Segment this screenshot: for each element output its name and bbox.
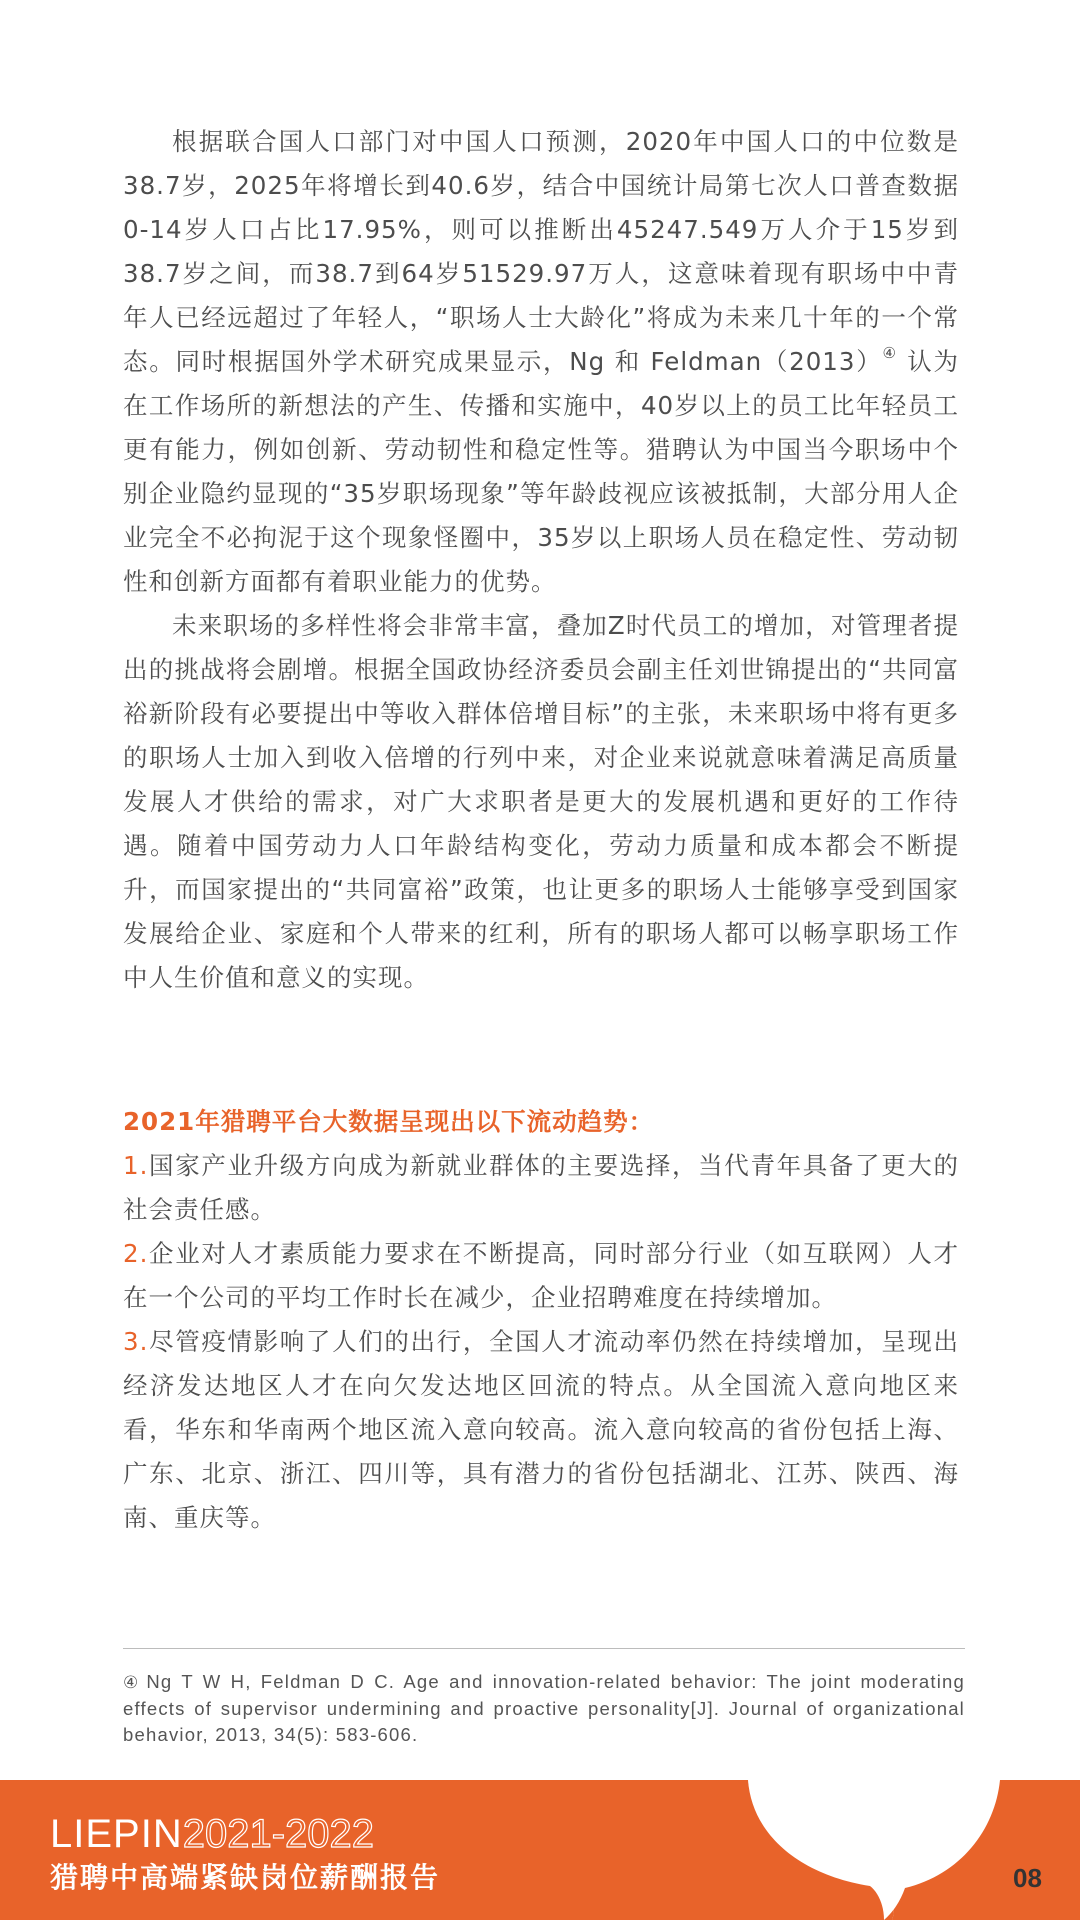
trend-number: 3. (123, 1327, 149, 1356)
paragraph-future-workplace: 未来职场的多样性将会非常丰富，叠加Z时代员工的增加，对管理者提出的挑战将会剧增。根据全国政协经济委员会副主任刘世锦提出的“共同富裕新阶段有必要提出中等收入群体倍增目标”的主张，未来职场中将有更多的职场人士加入到收入倍增的行列中来，对企业来说就意味着满足高质量发展人才供给的需求，对广大求职者是更大的发展机遇和更好的工作待遇。随着中国劳动力人口年龄结构变化，劳动力质量和成本都会不断提升，而国家提出的“共同富裕”政策，也让更多的职场人士能够享受到国家发展给企业、家庭和个人带来的红利，所有的职场人都可以畅享职场工作中人生价值和意义的实现。 (123, 611, 959, 992)
footnote-text: Ng T W H, Feldman D C. Age and innovation-related behavior: The joint moderating effects of supervisor undermining and proactive personality[J]. Journal of organizational behavior, 2013, 34(5): 583-606. (123, 1671, 965, 1745)
paragraph-population-part2: 认为在工作场所的新想法的产生、传播和实施中，40岁以上的员工比年轻员工更有能力，例如创新、劳动韧性和稳定性等。猎聘认为中国当今职场中个别企业隐约显现的“35岁职场现象”等年龄歧视应该被抵制，大部分用人企业完全不必拘泥于这个现象怪圈中，35岁以上职场人员在稳定性、劳动韧性和创新方面都有着职业能力的优势。 (123, 347, 959, 596)
trends-heading: 2021年猎聘平台大数据呈现出以下流动趋势： (123, 1107, 655, 1136)
trend-text: 国家产业升级方向成为新就业群体的主要选择，当代青年具备了更大的社会责任感。 (123, 1151, 959, 1224)
footnote-reference[interactable]: ④ (882, 344, 898, 362)
trend-item (123, 1320, 959, 1540)
trend-number: 2. (123, 1239, 149, 1268)
trends-section (123, 1100, 959, 1540)
footer-brand (50, 1812, 374, 1856)
trend-item (123, 1144, 959, 1232)
trend-text: 企业对人才素质能力要求在不断提高，同时部分行业（如互联网）人才在一个公司的平均工作时长在减少，企业招聘难度在持续增加。 (123, 1239, 959, 1312)
trend-number: 1. (123, 1151, 149, 1180)
trend-item (123, 1232, 959, 1320)
paragraph-population (123, 120, 959, 604)
body-text (123, 120, 959, 1000)
trend-text: 尽管疫情影响了人们的出行，全国人才流动率仍然在持续增加，呈现出经济发达地区人才在向欠发达地区回流的特点。从全国流入意向地区来看，华东和华南两个地区流入意向较高。流入意向较高的省份包括上海、广东、北京、浙江、四川等，具有潜力的省份包括湖北、江苏、陕西、海南、重庆等。 (123, 1327, 959, 1532)
paragraph-population-part1: 根据联合国人口部门对中国人口预测，2020年中国人口的中位数是38.7岁，2025年将增长到40.6岁，结合中国统计局第七次人口普查数据0-14岁人口占比17.95%，则可以推断出45247.549万人介于15岁到38.7岁之间，而38.7到64岁51529.97万人，这意味着现有职场中中青年人已经远超过了年轻人，“职场人士大龄化”将成为未来几十年的一个常态。同时根据国外学术研究成果显示，Ng 和 Feldman（2013） (123, 127, 959, 376)
brand-years: 2021-2022 (182, 1812, 375, 1856)
footnote-divider (123, 1648, 965, 1649)
report-title: 猎聘中高端紧缺岗位薪酬报告 (50, 1861, 441, 1894)
footnote-marker: ④ (123, 1673, 143, 1692)
footnote (123, 1669, 965, 1748)
page-number: 08 (1013, 1863, 1042, 1893)
brand-name: LIEPIN (50, 1812, 183, 1856)
